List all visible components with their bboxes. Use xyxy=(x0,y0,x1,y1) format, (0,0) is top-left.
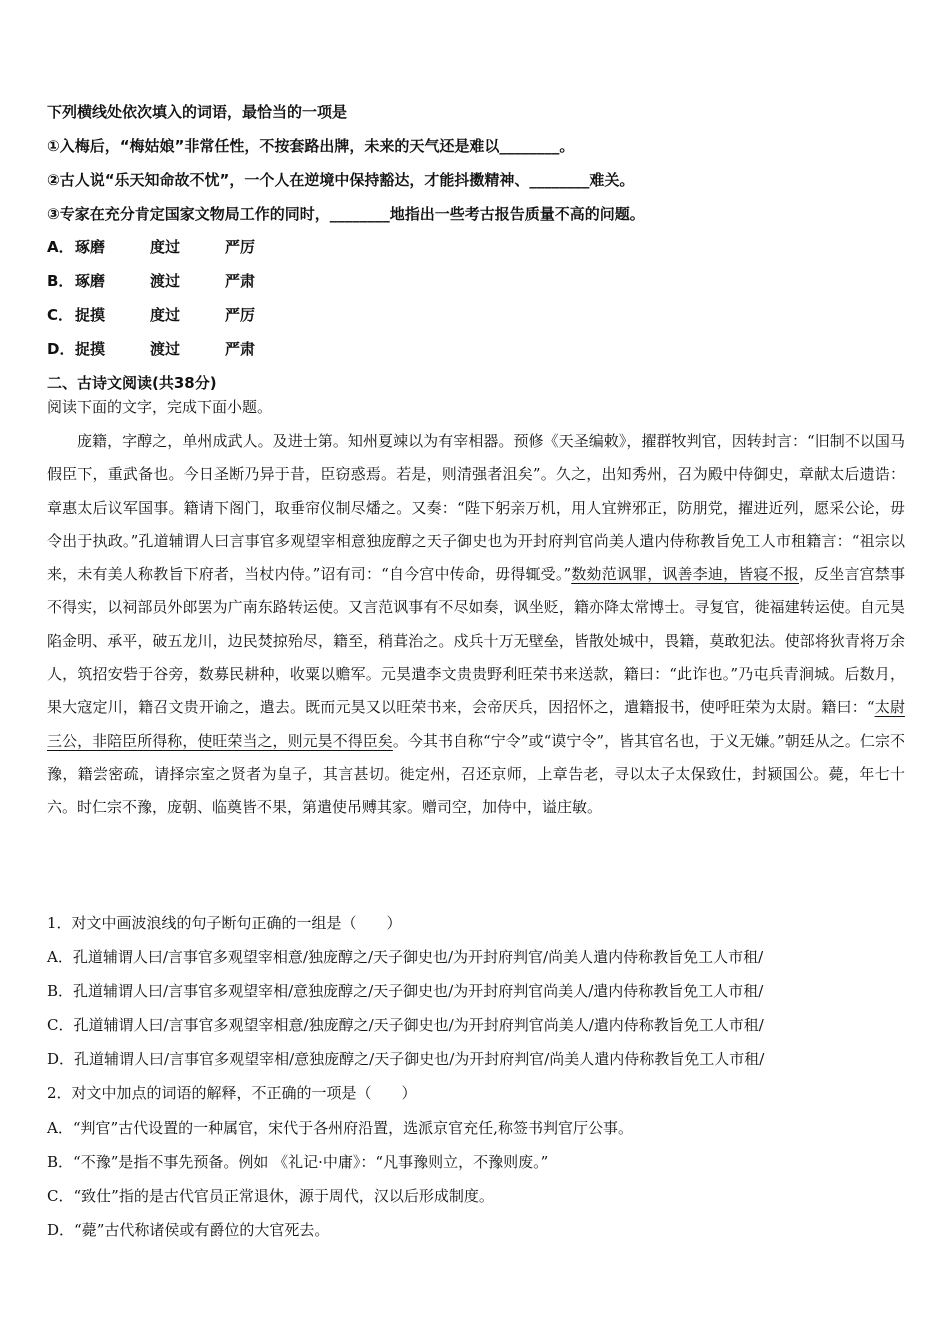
option-word-3: 严厉 xyxy=(225,306,256,324)
section-heading: 二、古诗文阅读(共38分) xyxy=(47,374,217,392)
passage-text: ，反坐言宫禁事不得实，以祠部员外郎罢为广南东路转运使。又言范讽事有不尽如奏，讽坐贬，籍亦降太常博士。寻复官，徙福建转运使。自元昊陷金明、承平，破五龙川，边民焚掠殆尽，籍至，稍葺治之。戍兵十万无壁垒，皆散处城中，畏籍，莫敢犯法。使部将狄青将万余人，筑招安砦于谷旁，数募民耕种，收粟以赡军。元昊遣李文贵贵野利旺荣书来送款，籍曰：“此诈也。”乃屯兵青涧城。后数月，果大寇定川，籍召文贵开谕之，遣去。既而元昊又以旺荣书来，会帝厌兵，因招怀之，遣籍报书，使呼旺荣为太尉。籍曰：“ xyxy=(47,565,905,717)
question-2-option-c: C．“致仕”指的是古代官员正常退休，源于周代，汉以后形成制度。 xyxy=(47,1187,494,1205)
question-1-option-d: D．孔道辅谓人曰/言事官多观望宰相/意独庞醇之/天子御史也/为开封府判官/尚美人遣内侍称教旨免工人市租/ xyxy=(47,1050,765,1068)
option-word-1: 琢磨 xyxy=(75,272,106,290)
fill-sentence-1: ①入梅后，“梅姑娘”非常任性，不按套路出牌，未来的天气还是难以________。 xyxy=(47,137,575,155)
question-1-option-c: C．孔道辅谓人曰/言事官多观望宰相意/独庞醇之/天子御史也/为开封府判官尚美人/遣内侍称教旨免工人市租/ xyxy=(47,1016,764,1034)
question-2-stem: 2．对文中加点的词语的解释，不正确的一项是（ ） xyxy=(47,1084,417,1102)
option-word-1: 捉摸 xyxy=(75,340,106,358)
question-2-option-b: B．“不豫”是指不事先预备。例如 《礼记·中庸》：“凡事豫则立，不豫则废。” xyxy=(47,1153,549,1171)
fill-sentence-2: ②古人说“乐天知命故不忧”，一个人在逆境中保持豁达，才能抖擞精神、________难关。 xyxy=(47,171,635,189)
option-letter: C． xyxy=(47,306,74,324)
question-1-stem: 1．对文中画波浪线的句子断句正确的一组是（ ） xyxy=(47,914,402,932)
option-word-2: 渡过 xyxy=(150,272,181,290)
option-word-3: 严肃 xyxy=(225,340,256,358)
question-1-option-a: A．孔道辅谓人曰/言事官多观望宰相意/独庞醇之/天子御史也/为开封府判官/尚美人遣内侍称教旨免工人市租/ xyxy=(47,948,764,966)
classical-passage xyxy=(47,425,905,825)
option-letter: A． xyxy=(47,238,74,256)
option-word-1: 琢磨 xyxy=(75,238,106,256)
fill-sentence-3: ③专家在充分肯定国家文物局工作的同时，________地指出一些考古报告质量不高的问题。 xyxy=(47,205,645,223)
option-word-3: 严厉 xyxy=(225,238,256,256)
option-letter: B． xyxy=(47,272,74,290)
option-word-2: 度过 xyxy=(150,306,181,324)
passage-text: 。今其书自称“宁令”或“谟宁令”，皆其官名也，于义无嫌。”朝廷从之。仁宗不豫，籍尝密疏，请择宗室之贤者为皇子，其言甚切。徙定州，召还京师，上章告老，寻以太子太保致仕，封颍国公。薨，年七十六。时仁宗不豫，庞朝、临奠皆不果，第遣使吊赙其家。赠司空，加侍中，谥庄敏。 xyxy=(47,731,905,817)
passage-text: 庞籍，字醇之，单州成武人。及进士第。知州夏竦以为有宰相器。预修《天圣编敕》，擢群牧判官，因转封言：“旧制不以国马假臣下，重武备也。今日圣断乃异于昔，臣窃惑焉。若是，则清强者沮矣”。久之，出知秀州，召为殿中侍御史，章献太后遗诰：章惠太后议军国事。籍请下阁门，取垂帘仪制尽燔之。又奏：“陛下躬亲万机，用人宜辨邪正，防朋党，擢进近列，愿采公论，毋令出于执政。”孔道辅谓人曰言事官多观望宰相意独庞醇之天子御史也为开封府判官尚美人遣内侍称教旨免工人市租籍言：“祖宗以来，未有美人称教旨下府者，当杖内侍。”诏有司：“自今宫中传命，毋得辄受。” xyxy=(47,432,905,584)
option-word-1: 捉摸 xyxy=(75,306,106,324)
question-2-option-a: A．“判官”古代设置的一种属官，宋代于各州府沿置，选派京官充任,称签书判官厅公事。 xyxy=(47,1119,633,1137)
option-word-2: 度过 xyxy=(150,238,181,256)
passage-underlined-sentence: 太尉三公，非陪臣所得称，使旺荣当之，则元昊不得臣矣 xyxy=(47,698,905,750)
reading-instruction: 阅读下面的文字，完成下面小题。 xyxy=(47,398,273,416)
option-word-3: 严肃 xyxy=(225,272,256,290)
question-1-option-b: B．孔道辅谓人曰/言事官多观望宰相/意独庞醇之/天子御史也/为开封府判官尚美人/遣内侍称教旨免工人市租/ xyxy=(47,982,764,1000)
passage-underlined-sentence: 数劾范讽罪，讽善李迪，皆寝不报 xyxy=(571,565,799,584)
question-stem: 下列横线处依次填入的词语，最恰当的一项是 xyxy=(47,103,348,121)
option-word-2: 渡过 xyxy=(150,340,181,358)
question-2-option-d: D．“薨”古代称诸侯或有爵位的大官死去。 xyxy=(47,1221,330,1239)
option-letter: D． xyxy=(47,340,75,358)
